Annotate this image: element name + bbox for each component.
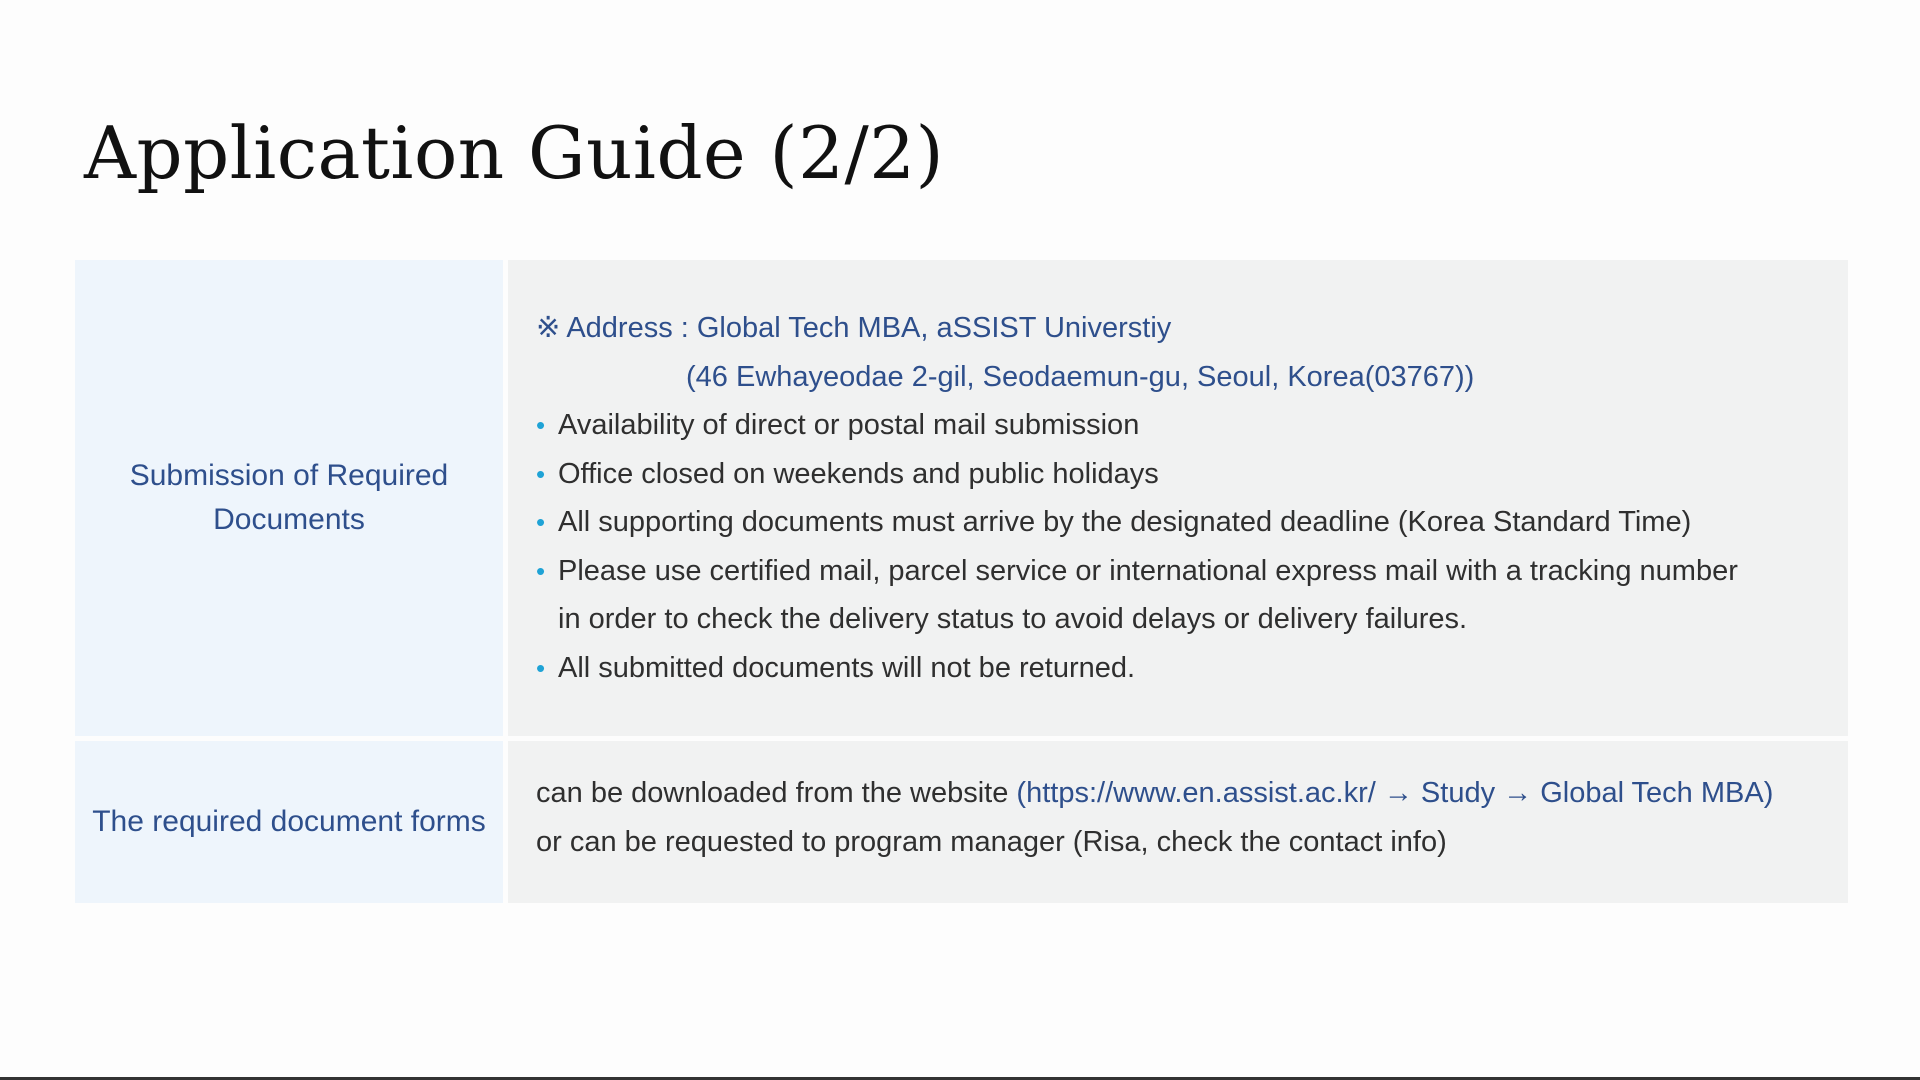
list-item-text: Office closed on weekends and public holidays	[558, 457, 1159, 490]
list-item	[536, 401, 1828, 450]
submission-label: Submission of Required Documents	[75, 260, 503, 736]
page-title: Application Guide (2/2)	[84, 111, 945, 195]
guide-table	[75, 260, 1848, 903]
forms-download-text: can be downloaded from the website	[536, 777, 1017, 809]
list-item	[536, 644, 1828, 693]
forms-line-request: or can be requested to program manager (Risa, check the contact info)	[536, 825, 1447, 858]
bullet-icon: •	[536, 652, 546, 683]
list-item	[536, 498, 1828, 547]
address-text: Address : Global Tech MBA, aSSIST Universtiy	[566, 312, 1172, 344]
forms-line-download	[536, 769, 1828, 818]
forms-label: The required document forms	[75, 741, 503, 903]
bullet-icon: •	[536, 458, 546, 489]
table-row-submission	[75, 260, 1848, 736]
list-item-text: Please use certified mail, parcel service or international express mail with a tracking number	[558, 554, 1738, 587]
forms-content	[508, 741, 1848, 903]
address-detail-line: (46 Ewhayeodae 2-gil, Seodaemun-gu, Seoul, Korea(03767))	[686, 360, 1475, 393]
bullet-icon: •	[536, 410, 546, 440]
list-item-continuation: in order to check the delivery status to avoid delays or delivery failures.	[558, 603, 1468, 635]
website-link[interactable]: (https://www.en.assist.ac.kr/ → Study → Global Tech MBA)	[1016, 777, 1774, 809]
list-item-text: All supporting documents must arrive by the designated deadline (Korea Standard Time)	[558, 506, 1692, 538]
list-item	[536, 450, 1828, 499]
submission-content	[508, 260, 1848, 736]
list-item	[536, 547, 1828, 596]
bullet-icon: •	[536, 507, 546, 537]
bullet-icon: •	[536, 555, 546, 586]
reference-mark-icon: ※	[536, 312, 561, 344]
table-row-forms	[75, 741, 1848, 903]
list-item-text: All submitted documents will not be returned.	[558, 651, 1136, 684]
address-line	[536, 304, 1828, 353]
list-item-text: Availability of direct or postal mail submission	[558, 409, 1140, 441]
